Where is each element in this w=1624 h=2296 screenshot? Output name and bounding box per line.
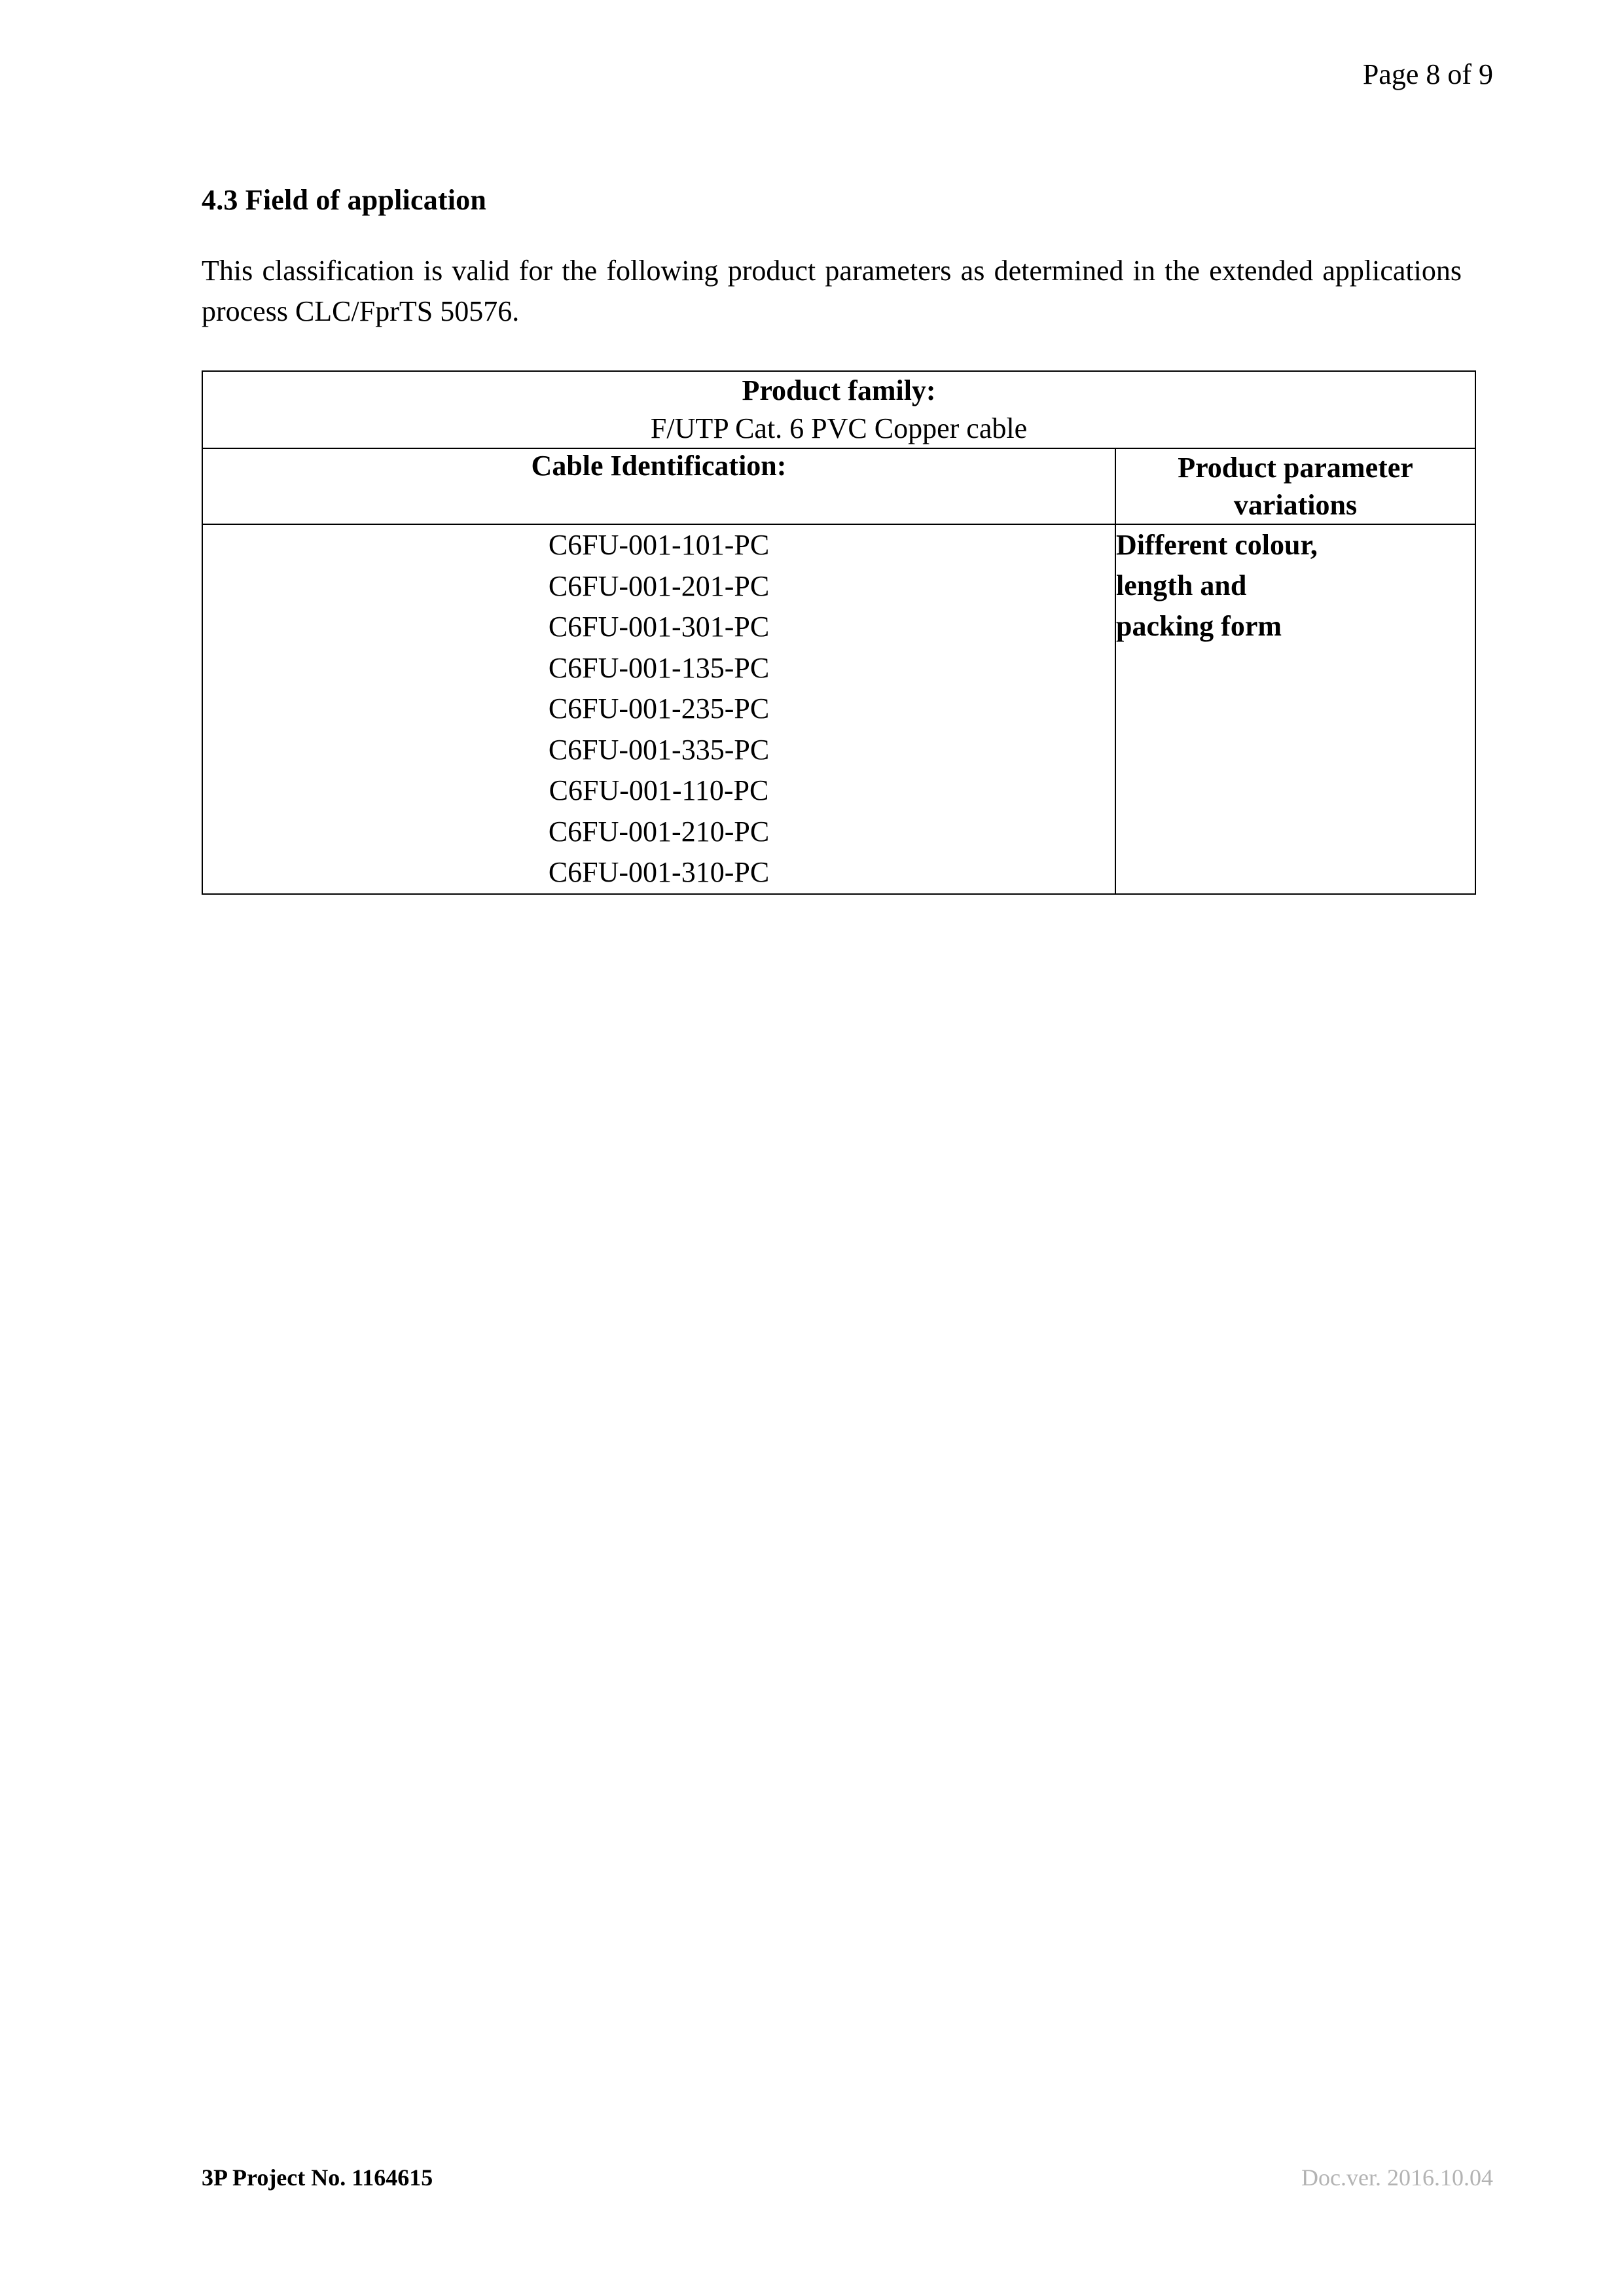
section-intro-paragraph: This classification is valid for the following product parameters as determined in the extended applications process CLC/FprTS 50576. <box>202 255 1462 328</box>
table-row-family <box>202 371 1475 448</box>
page-number-header: Page 8 of 9 <box>1362 58 1493 90</box>
list-item: C6FU-001-235-PC <box>548 692 770 725</box>
column-header-product-parameter-variations: Product parameter variations <box>1115 448 1475 524</box>
list-item: C6FU-001-135-PC <box>548 651 770 684</box>
list-item: C6FU-001-210-PC <box>548 815 770 848</box>
column-header-cable-identification: Cable Identification: <box>202 448 1115 524</box>
list-item: C6FU-001-301-PC <box>548 611 770 643</box>
list-item: C6FU-001-310-PC <box>548 856 770 889</box>
product-family-table <box>202 370 1476 895</box>
list-item: C6FU-001-110-PC <box>549 774 769 807</box>
page-content <box>202 183 1485 895</box>
section-heading: 4.3 Field of application <box>202 184 487 216</box>
product-family-cell <box>202 371 1475 448</box>
footer-doc-version: Doc.ver. 2016.10.04 <box>1301 2164 1493 2191</box>
variation-line: length and <box>1116 569 1247 602</box>
variation-line: packing form <box>1116 609 1282 642</box>
footer-project-number: 3P Project No. 1164615 <box>202 2164 433 2191</box>
variation-line: Different colour, <box>1116 529 1318 562</box>
product-family-value: F/UTP Cat. 6 PVC Copper cable <box>650 412 1028 445</box>
product-parameter-variations-value <box>1115 524 1475 893</box>
table-row-body <box>202 524 1475 893</box>
page-footer <box>202 2164 1493 2191</box>
list-item: C6FU-001-335-PC <box>548 733 770 766</box>
list-item: C6FU-001-201-PC <box>548 569 770 602</box>
cable-identification-list <box>202 524 1115 893</box>
list-item: C6FU-001-101-PC <box>548 529 770 562</box>
table-row-headers <box>202 448 1475 524</box>
product-family-label: Product family: <box>742 374 936 406</box>
